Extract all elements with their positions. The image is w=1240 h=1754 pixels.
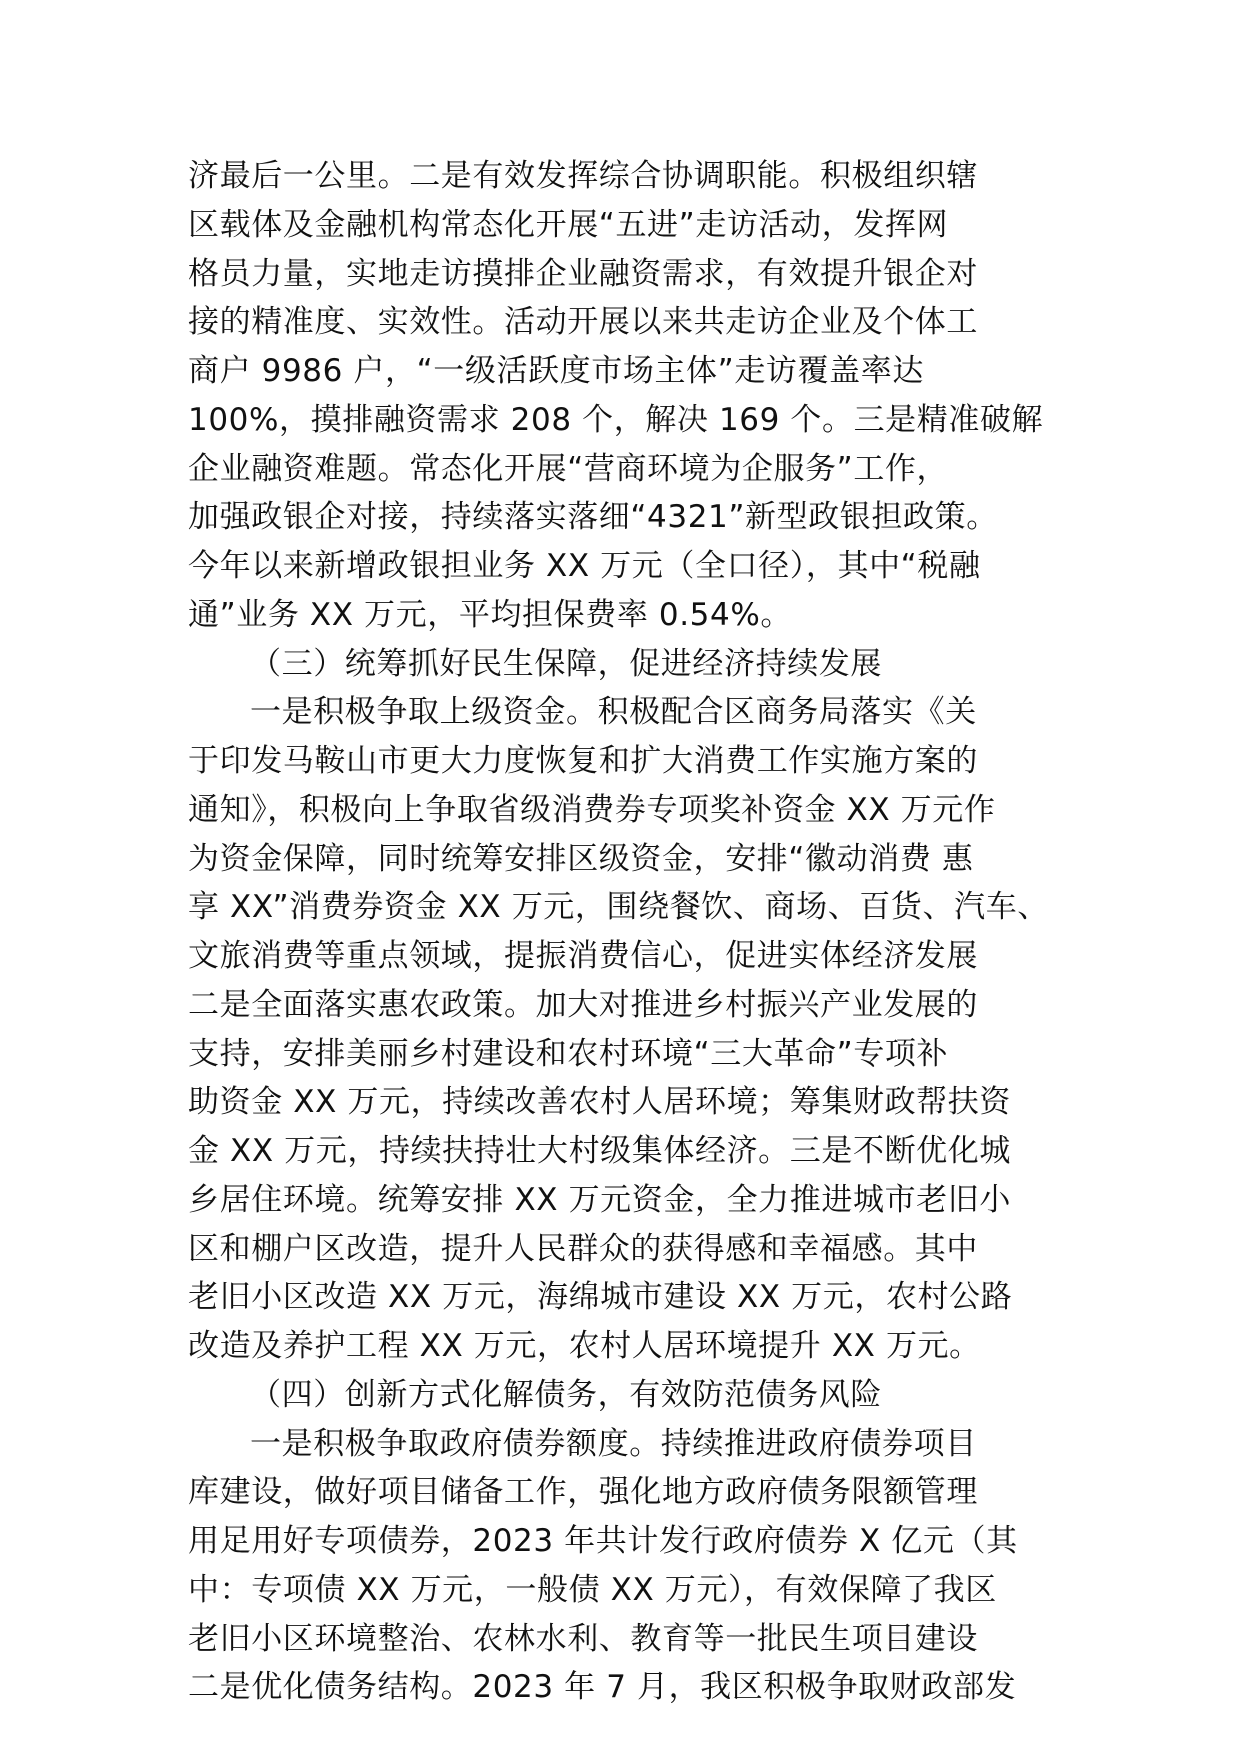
text-line: 于印发马鞍山市更大力度恢复和扩大消费工作实施方案的: [188, 743, 978, 779]
text-line: 金 XX 万元，持续扶持壮大村级集体经济。三是不断优化城: [188, 1133, 1011, 1169]
text-line: 老旧小区改造 XX 万元，海绵城市建设 XX 万元，农村公路: [188, 1279, 1013, 1316]
text-line: 区和棚户区改造，提升人民群众的获得感和幸福感。其中: [188, 1230, 978, 1267]
text-line: 区载体及金融机构常态化开展“五进”走访活动，发挥网: [188, 206, 949, 243]
text-line: 济最后一公里。二是有效发挥综合协调职能。积极组织辖: [188, 158, 978, 194]
paragraph-start: 一是积极争取政府债券额度。持续推进政府债券项目: [250, 1425, 977, 1462]
text-line: 文旅消费等重点领域，提振消费信心，促进实体经济发展: [188, 938, 978, 974]
text-line: 为资金保障，同时统筹安排区级资金，安排“徽动消费 惠: [188, 840, 974, 877]
text-line: 用足用好专项债券，2023 年共计发行政府债券 X 亿元（其: [188, 1523, 1018, 1559]
text-line: 支持，安排美丽乡村建设和农村环境“三大革命”专项补: [188, 1035, 949, 1072]
section-heading: （三）统筹抓好民生保障，促进经济持续发展: [250, 645, 882, 682]
text-line: 助资金 XX 万元，持续改善农村人居环境；筹集财政帮扶资: [188, 1084, 1011, 1121]
text-line: 中：专项债 XX 万元，一般债 XX 万元），有效保障了我区: [188, 1571, 997, 1608]
text-line: 通知》，积极向上争取省级消费券专项奖补资金 XX 万元作: [188, 791, 996, 828]
text-line: 加强政银企对接，持续落实落细“4321”新型政银担政策。: [188, 499, 998, 536]
text-line: 二是全面落实惠农政策。加大对推进乡村振兴产业发展的: [188, 986, 978, 1023]
text-line: 格员力量，实地走访摸排企业融资需求，有效提升银企对: [188, 255, 978, 292]
text-line: 接的精准度、实效性。活动开展以来共走访企业及个体工: [188, 304, 978, 341]
section-heading: （四）创新方式化解债务，有效防范债务风险: [250, 1376, 882, 1413]
text-line: 改造及养护工程 XX 万元，农村人居环境提升 XX 万元。: [188, 1328, 981, 1364]
text-line: 100%，摸排融资需求 208 个，解决 169 个。三是精准破解: [188, 401, 1044, 438]
text-line: 今年以来新增政银担业务 XX 万元（全口径），其中“税融: [188, 548, 981, 584]
text-line: 二是优化债务结构。2023 年 7 月，我区积极争取财政部发: [188, 1669, 1017, 1706]
text-line: 企业融资难题。常态化开展“营商环境为企服务”工作，: [188, 450, 949, 487]
text-line: 通”业务 XX 万元，平均担保费率 0.54%。: [188, 596, 792, 633]
paragraph-start: 一是积极争取上级资金。积极配合区商务局落实《关: [250, 694, 977, 731]
text-line: 老旧小区环境整治、农林水利、教育等一批民生项目建设: [188, 1620, 978, 1657]
text-line: 库建设，做好项目储备工作，强化地方政府债务限额管理: [188, 1474, 978, 1511]
body-text: [188, 152, 1068, 1712]
text-line: 乡居住环境。统筹安排 XX 万元资金，全力推进城市老旧小: [188, 1181, 1011, 1218]
text-line: 商户 9986 户，“一级活跃度市场主体”走访覆盖率达: [188, 353, 924, 389]
text-line: 享 XX”消费券资金 XX 万元，围绕餐饮、商场、百货、汽车、: [188, 889, 1049, 926]
